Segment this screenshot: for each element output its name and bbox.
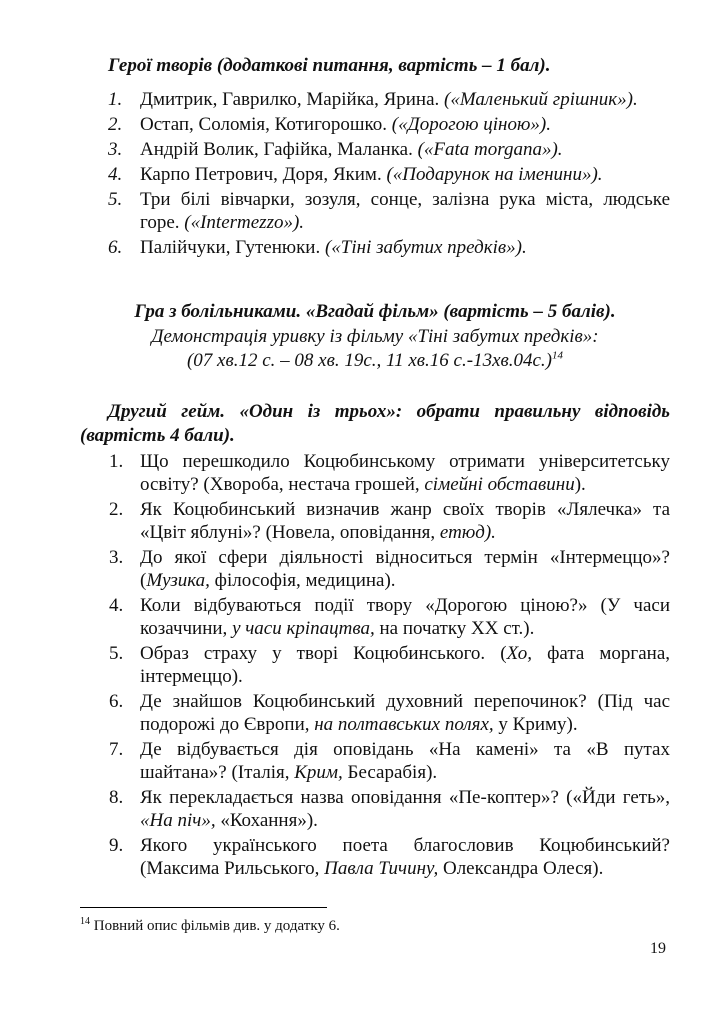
quiz-item-text: фата моргана, інтермеццо). [140,643,670,687]
quiz-answer-correct: Павла Тичину, [324,858,439,879]
quiz-item-number: 8. [109,787,124,808]
quiz-item [109,738,670,784]
item-work: («Тіні забутих предків»). [324,237,527,258]
quiz-item-text: Як перекладається назва оповідання «Пе-коптер»? («Йди геть», [140,787,670,808]
quiz-item [109,450,670,496]
quiz-item-text: ). [574,474,586,495]
heroes-list [108,88,670,261]
quiz-item-number: 4. [109,595,124,616]
footnote [80,918,340,935]
footnote-text: Повний опис фільмів див. у додатку 6. [90,918,340,934]
timecodes-text: (07 хв.12 с. – 08 хв. 19с., 11 хв.16 с.-13хв.04с.) [186,350,553,371]
item-work: («Маленький грішник»). [444,89,638,110]
quiz-item-text: у Криму). [493,714,578,735]
item-text: Палійчуки, Гутенюки. [140,237,325,258]
quiz-item-text: Де знайшов Коцюбинський духовний перепочинок? (Під час подорожі до Європи, [140,691,670,735]
item-text: Дмитрик, Гаврилко, Марійка, Ярина. [140,89,445,110]
quiz-item [109,498,670,544]
quiz-answer-correct: у часи кріпацтва, [232,618,375,639]
quiz-item-text: «Кохання»). [215,810,318,831]
quiz-answer-correct: сімейні обставини [424,474,575,495]
quiz-item-text: Бесарабія). [342,762,438,783]
quiz-item-text: на початку ХХ ст.). [374,618,535,639]
item-number: 3. [108,139,123,160]
quiz-item [109,642,670,688]
list-item [108,113,670,136]
item-work: («Дорогою ціною»). [391,114,551,135]
quiz-answer-correct: етюд). [439,522,496,543]
quiz-item [109,786,670,832]
list-item [108,236,670,259]
item-number: 1. [108,89,123,110]
item-number: 2. [108,114,123,135]
item-number: 6. [108,237,123,258]
quiz-answer-correct: Музика, [146,570,210,591]
quiz-list [109,450,670,882]
quiz-item [109,546,670,592]
section-title-heroes: Герої творів (додаткові питання, вартість – 1 бал). [108,55,551,76]
item-work: («Подарунок на іменини»). [386,164,603,185]
quiz-item [109,834,670,880]
quiz-item-text: Де відбувається дія оповідань «На камені» та «В путах шайтана»? (Італія, [140,739,670,783]
quiz-item-number: 6. [109,691,124,712]
list-item [108,88,670,111]
item-text: Три білі вівчарки, зозуля, сонце, залізна рука міста, людське горе. [140,189,670,233]
footnote-ref[interactable]: 14 [552,349,564,362]
section-title-line1: Другий гейм. «Один із трьох»: обрати правильну відповідь [108,401,670,422]
quiz-item [109,594,670,640]
quiz-item-number: 7. [109,739,124,760]
quiz-item-number: 9. [109,835,124,856]
footnote-divider [80,907,327,908]
quiz-answer-correct: Хо, [506,643,533,664]
quiz-item-text: Олександра Олеся). [438,858,604,879]
quiz-item-text: Образ страху у творі Коцюбинського. ( [140,643,507,664]
quiz-answer-correct: «На піч», [140,810,216,831]
quiz-answer-correct: Крим, [294,762,343,783]
footnote-number: 14 [80,916,90,927]
section-title-second-game [80,400,670,448]
item-work: («Fata morgana»). [417,139,563,160]
quiz-item-number: 3. [109,547,124,568]
quiz-answer-correct: на полтавських полях, [314,714,494,735]
section-title-line2: (вартість 4 бали). [80,425,235,446]
quiz-item-text: Як Коцюбинський визначив жанр своїх творів «Лялечка» та «Цвіт яблуні»? (Новела, оповідання, [140,499,670,543]
quiz-item-number: 1. [109,451,124,472]
game-timecodes [80,349,670,373]
quiz-item [109,690,670,736]
list-item [108,138,670,161]
item-text: Андрій Волик, Гафійка, Маланка. [140,139,418,160]
game-title: Гра з болільниками. «Вгадай фільм» (вартість – 5 балів). [134,301,616,322]
item-number: 4. [108,164,123,185]
item-work: («Intermezzo»). [184,212,305,233]
quiz-item-number: 2. [109,499,124,520]
quiz-item-number: 5. [109,643,124,664]
quiz-item-text: філософія, медицина). [209,570,396,591]
quiz-item-text: Що перешкодило Коцюбинському отримати університетську освіту? (Хвороба, нестача грошей, [140,451,670,495]
quiz-item-text: До якої сфери діяльності відноситься термін «Інтермеццо»? ( [140,547,670,591]
list-item [108,188,670,234]
page-number: 19 [650,940,666,957]
item-text: Остап, Соломія, Котигорошко. [140,114,392,135]
game-subtitle: Демонстрація уривку із фільму «Тіні забутих предків»: [151,326,599,347]
quiz-item-text: Коли відбуваються події твору «Дорогою ціною?» (У часи козаччини, [140,595,670,639]
item-number: 5. [108,189,123,210]
item-text: Карпо Петрович, Доря, Яким. [140,164,387,185]
quiz-item-text: Якого українського поета благословив Коцюбинський? (Максима Рильського, [140,835,670,879]
list-item [108,163,670,186]
